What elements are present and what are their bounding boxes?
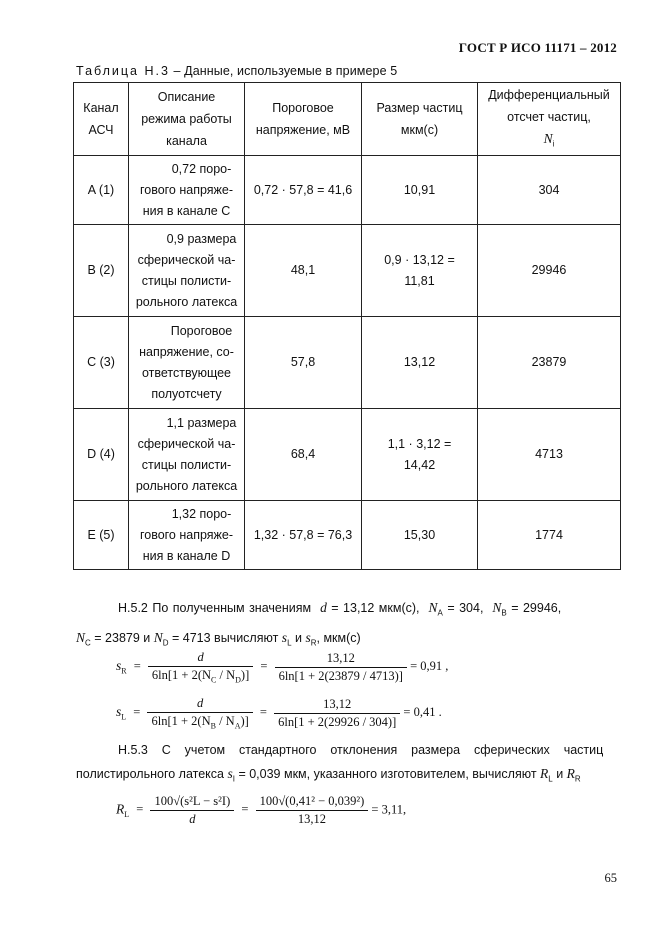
description-line: напряжение, со- bbox=[139, 344, 234, 359]
document-header: ГОСТ Р ИСО 11171 – 2012 bbox=[458, 40, 617, 55]
description-line: стицы полисти- bbox=[141, 273, 232, 288]
table-caption-text: – Данные, используемые в примере 5 bbox=[169, 64, 398, 78]
table-row bbox=[74, 156, 621, 225]
description-line: рольного латекса bbox=[135, 478, 238, 493]
size-line: 1,1 · 3,12 = bbox=[387, 436, 452, 451]
cell-voltage: 48,1 bbox=[245, 225, 362, 317]
cell-count: 29946 bbox=[478, 225, 621, 317]
description-line: рольного латекса bbox=[135, 294, 238, 309]
description-line: гового напряже- bbox=[139, 182, 234, 197]
description-line: сферической ча- bbox=[137, 436, 236, 451]
description-line: 0,72 поро- bbox=[171, 161, 232, 176]
col-header-count: Дифференциальный отсчет частиц, $N_i$ bbox=[478, 83, 621, 156]
cell-channel: B (2) bbox=[74, 225, 129, 317]
formula-sL: $s_L$ = $\frac{d}{6\ln[1 + 2(N_B / N_A)]}$ = $\frac{13,12}{6\ln[1 + 2(29926 / 304)]}$ = 0,41 . bbox=[116, 696, 442, 731]
description-line: 1,1 размера bbox=[166, 415, 237, 430]
cell-count: 4713 bbox=[478, 409, 621, 501]
cell-count: 304 bbox=[478, 156, 621, 225]
table-row bbox=[74, 409, 621, 501]
table-caption-label: Таблица Н.3 bbox=[76, 64, 170, 78]
table-caption bbox=[76, 64, 397, 78]
size-line: 0,9 · 13,12 = bbox=[384, 252, 455, 267]
cell-size bbox=[362, 225, 478, 317]
formula-RL: $R_L$ = $\frac{\text{100√(s²L − s²I)}}{d}$ = $\frac{\text{100√(0,41² − 0,039²)}}{13,12}$ = 3,11, bbox=[116, 794, 407, 826]
cell-size bbox=[362, 501, 478, 570]
cell-voltage: 1,32 · 57,8 = 76,3 bbox=[245, 501, 362, 570]
cell-size bbox=[362, 156, 478, 225]
description-line: сферической ча- bbox=[137, 252, 236, 267]
col-header-channel: Канал АСЧ bbox=[74, 83, 129, 156]
cell-description bbox=[129, 317, 245, 409]
cell-channel: A (1) bbox=[74, 156, 129, 225]
size-line: 15,30 bbox=[403, 527, 436, 542]
cell-channel: E (5) bbox=[74, 501, 129, 570]
description-line: 0,9 размера bbox=[166, 231, 237, 246]
cell-count: 1774 bbox=[478, 501, 621, 570]
table-row bbox=[74, 501, 621, 570]
table-row bbox=[74, 225, 621, 317]
size-line: 11,81 bbox=[404, 273, 435, 288]
col-header-size: Размер частиц мкм(с) bbox=[362, 83, 478, 156]
cell-size bbox=[362, 317, 478, 409]
size-line: 14,42 bbox=[403, 457, 436, 472]
cell-voltage: 68,4 bbox=[245, 409, 362, 501]
cell-voltage: 0,72 · 57,8 = 41,6 bbox=[245, 156, 362, 225]
size-line: 10,91 bbox=[403, 182, 436, 197]
table-header-row bbox=[74, 83, 621, 156]
description-line: полуотсчету bbox=[151, 386, 222, 401]
description-line: ния в канале D bbox=[142, 548, 231, 563]
cell-description bbox=[129, 409, 245, 501]
page-number: 65 bbox=[604, 871, 617, 885]
paragraph-h53: Н.5.3 С учетом стандартного отклонения размера сферических частиц полистирольного латекса $s_I = 0,039$ мкм, указанного изготовителем, вычисляют $R_L$ и $R_R$ bbox=[76, 743, 604, 784]
description-line: ния в канале С bbox=[142, 203, 231, 218]
col-header-voltage: Пороговое напряжение, мВ bbox=[245, 83, 362, 156]
col-header-mode: Описание режима работы канала bbox=[129, 83, 245, 156]
description-line: Пороговое bbox=[170, 323, 233, 338]
description-line: стицы полисти- bbox=[141, 457, 232, 472]
cell-size bbox=[362, 409, 478, 501]
cell-description bbox=[129, 225, 245, 317]
cell-channel: C (3) bbox=[74, 317, 129, 409]
size-line: 13,12 bbox=[403, 355, 436, 369]
cell-count: 23879 bbox=[478, 317, 621, 409]
paragraph-h52: Н.5.2 По полученным значениям d = 13,12 мкм(с), $N_A = 304$, $N_B = 29946$, $N_C = 23879$ и $N_D = 4713$ вычисляют $s_L$ и $s_R$, мкм(с) bbox=[76, 600, 562, 647]
formula-sR: $s_R$ = $\frac{d}{6\ln[1 + 2(N_C / N_D)]}$ = $\frac{13,12}{6\ln[1 + 2(23879 / 4713)]}$ = 0,91 , bbox=[116, 650, 449, 685]
cell-channel: D (4) bbox=[74, 409, 129, 501]
data-table bbox=[73, 82, 621, 570]
table-row bbox=[74, 317, 621, 409]
cell-description bbox=[129, 156, 245, 225]
cell-description bbox=[129, 501, 245, 570]
description-line: ответствующее bbox=[141, 365, 232, 380]
cell-voltage: 57,8 bbox=[245, 317, 362, 409]
description-line: 1,32 поро- bbox=[171, 506, 232, 521]
description-line: гового напряже- bbox=[139, 527, 234, 542]
